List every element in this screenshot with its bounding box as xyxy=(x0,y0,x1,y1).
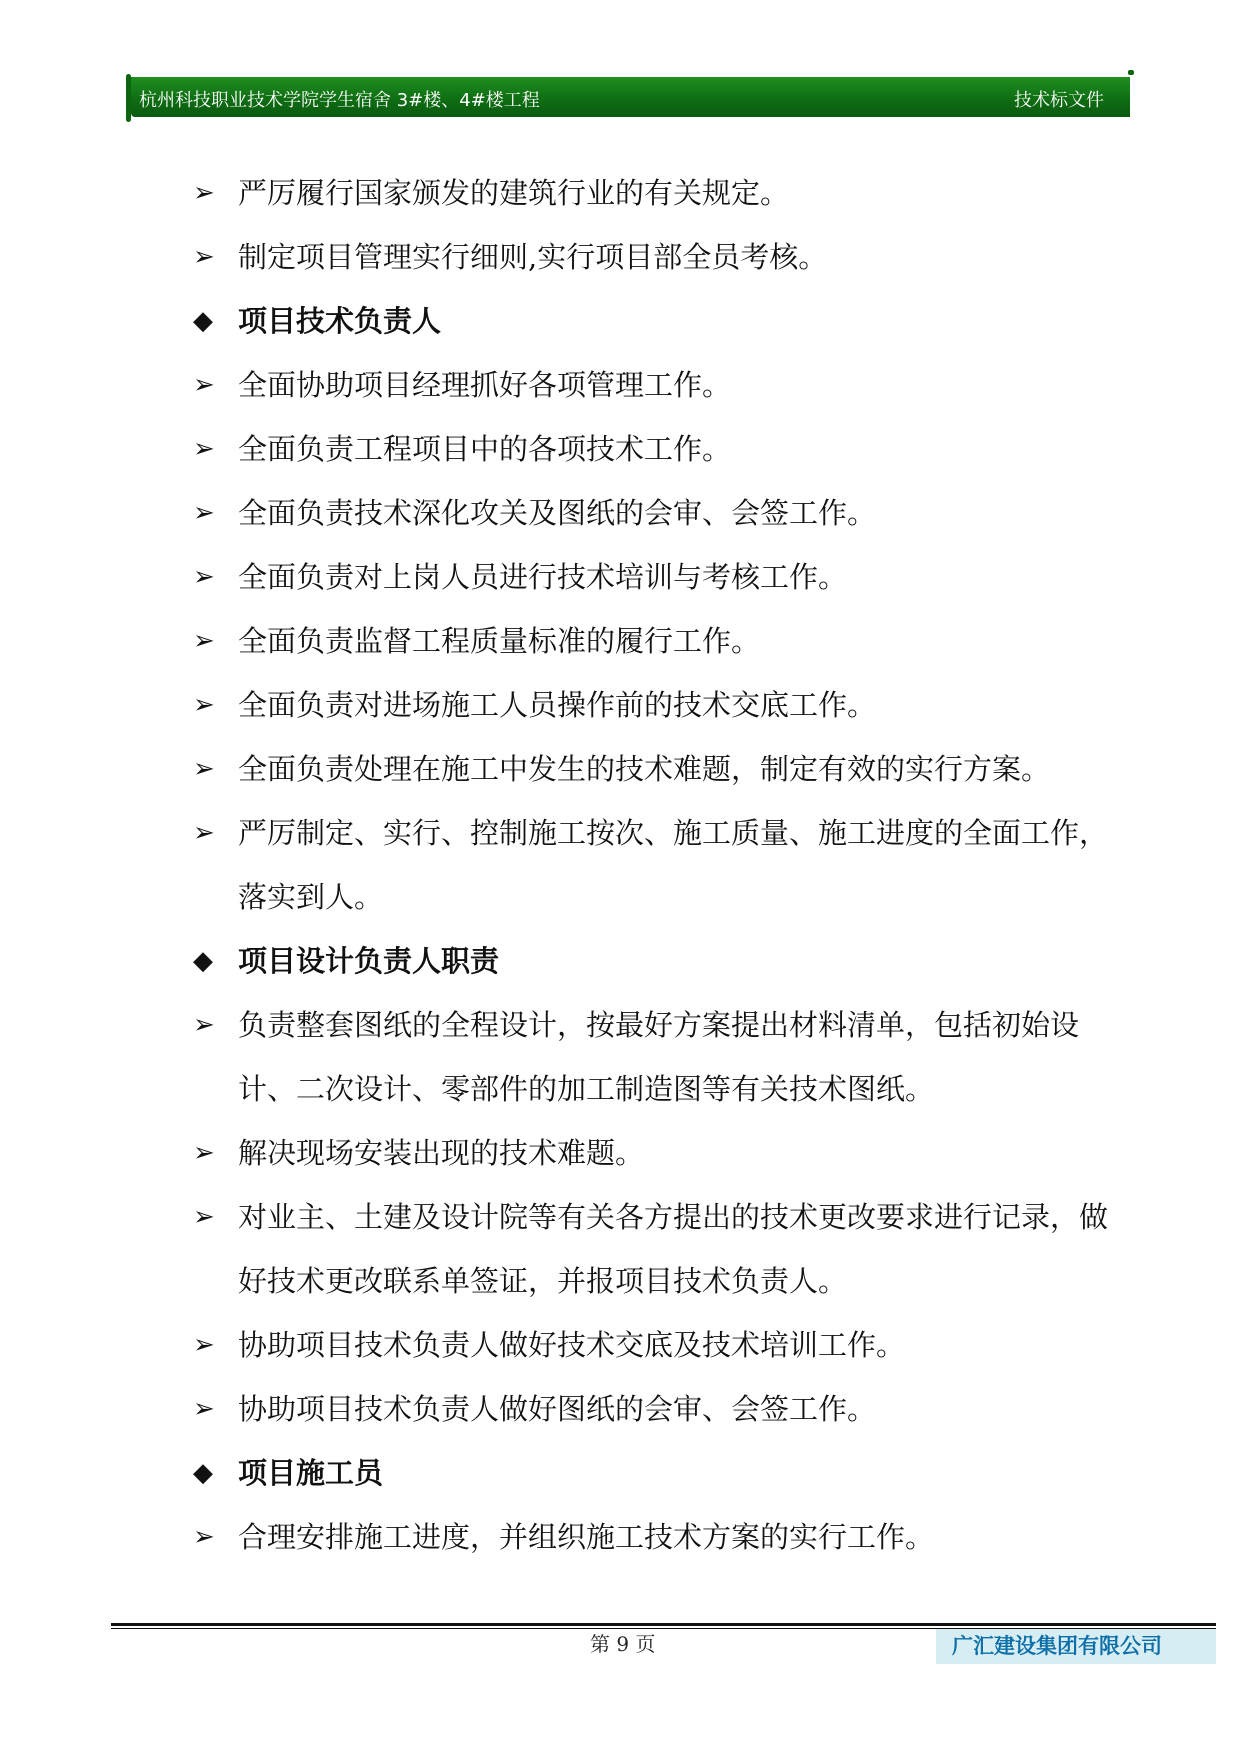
section-heading xyxy=(193,1441,1113,1505)
arrow-bullet-icon: ➢ xyxy=(193,498,215,528)
list-item xyxy=(193,481,1113,545)
list-item xyxy=(193,737,1113,801)
list-item xyxy=(193,609,1113,673)
arrow-bullet-icon: ➢ xyxy=(193,1330,215,1360)
list-item xyxy=(193,1121,1113,1185)
page-header xyxy=(131,77,1130,117)
item-text: 全面负责对上岗人员进行技术培训与考核工作。 xyxy=(238,560,848,594)
item-text: 严厉制定、实行、控制施工按次、施工质量、施工进度的全面工作，落实到人。 xyxy=(238,816,1109,914)
list-item xyxy=(193,673,1113,737)
item-text: 解决现场安装出现的技术难题。 xyxy=(238,1136,645,1170)
item-text: 全面负责监督工程质量标准的履行工作。 xyxy=(238,624,761,658)
diamond-bullet-icon: ◆ xyxy=(193,1458,213,1488)
item-text: 协助项目技术负责人做好图纸的会审、会签工作。 xyxy=(238,1392,877,1426)
diamond-bullet-icon: ◆ xyxy=(193,946,213,976)
arrow-bullet-icon: ➢ xyxy=(193,754,215,784)
arrow-bullet-icon: ➢ xyxy=(193,1202,215,1232)
heading-text: 项目技术负责人 xyxy=(238,304,442,338)
header-project-title: 杭州科技职业技术学院学生宿舍 3#楼、4#楼工程 xyxy=(139,90,540,111)
list-item xyxy=(193,545,1113,609)
item-text: 严厉履行国家颁发的建筑行业的有关规定。 xyxy=(238,176,790,210)
list-item xyxy=(193,1185,1113,1313)
list-item xyxy=(193,225,1113,289)
page-number: 第 9 页 xyxy=(590,1632,656,1656)
section-heading xyxy=(193,289,1113,353)
list-item xyxy=(193,993,1113,1121)
arrow-bullet-icon: ➢ xyxy=(193,1522,215,1552)
item-text: 制定项目管理实行细则,实行项目部全员考核。 xyxy=(238,240,828,274)
item-text: 全面协助项目经理抓好各项管理工作。 xyxy=(238,368,732,402)
company-name: 广汇建设集团有限公司 xyxy=(936,1629,1216,1664)
arrow-bullet-icon: ➢ xyxy=(193,1010,215,1040)
item-text: 全面负责工程项目中的各项技术工作。 xyxy=(238,432,732,466)
arrow-bullet-icon: ➢ xyxy=(193,1394,215,1424)
item-text: 全面负责对进场施工人员操作前的技术交底工作。 xyxy=(238,688,877,722)
list-item xyxy=(193,1505,1113,1569)
list-item xyxy=(193,161,1113,225)
heading-text: 项目设计负责人职责 xyxy=(238,944,500,978)
arrow-bullet-icon: ➢ xyxy=(193,370,215,400)
arrow-bullet-icon: ➢ xyxy=(193,178,215,208)
list-item xyxy=(193,801,1113,929)
arrow-bullet-icon: ➢ xyxy=(193,1138,215,1168)
list-item xyxy=(193,1377,1113,1441)
arrow-bullet-icon: ➢ xyxy=(193,626,215,656)
item-text: 合理安排施工进度，并组织施工技术方案的实行工作。 xyxy=(238,1520,935,1554)
arrow-bullet-icon: ➢ xyxy=(193,242,215,272)
item-text: 负责整套图纸的全程设计，按最好方案提出材料清单，包括初始设计、二次设计、零部件的加工制造图等有关技术图纸。 xyxy=(238,1008,1080,1106)
heading-text: 项目施工员 xyxy=(238,1456,384,1490)
list-item xyxy=(193,353,1113,417)
item-text: 对业主、土建及设计院等有关各方提出的技术更改要求进行记录，做好技术更改联系单签证，并报项目技术负责人。 xyxy=(238,1200,1109,1298)
arrow-bullet-icon: ➢ xyxy=(193,434,215,464)
header-doc-type: 技术标文件 xyxy=(1014,90,1104,111)
item-text: 协助项目技术负责人做好技术交底及技术培训工作。 xyxy=(238,1328,906,1362)
arrow-bullet-icon: ➢ xyxy=(193,562,215,592)
list-item xyxy=(193,417,1113,481)
document-body xyxy=(193,161,1113,1569)
item-text: 全面负责技术深化攻关及图纸的会审、会签工作。 xyxy=(238,496,877,530)
section-heading xyxy=(193,929,1113,993)
arrow-bullet-icon: ➢ xyxy=(193,818,215,848)
diamond-bullet-icon: ◆ xyxy=(193,306,213,336)
arrow-bullet-icon: ➢ xyxy=(193,690,215,720)
item-text: 全面负责处理在施工中发生的技术难题，制定有效的实行方案。 xyxy=(238,752,1051,786)
list-item xyxy=(193,1313,1113,1377)
